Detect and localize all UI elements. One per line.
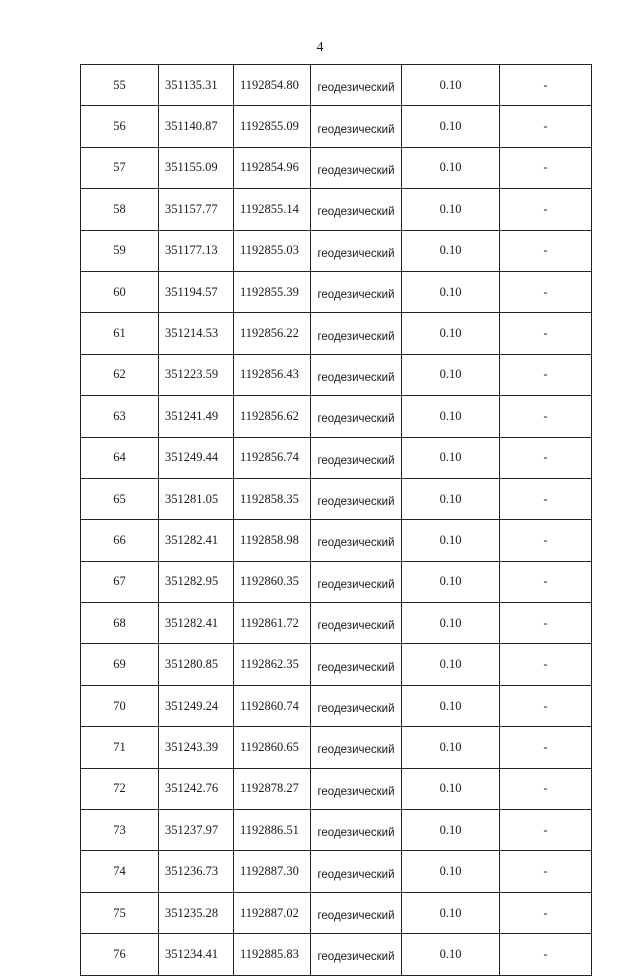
note-cell: - [500, 271, 592, 312]
accuracy-cell: 0.10 [402, 396, 500, 437]
accuracy-cell: 0.10 [402, 478, 500, 519]
method-cell: геодезический [311, 354, 402, 395]
method-cell: геодезический [311, 65, 402, 106]
point-number-cell: 67 [81, 561, 159, 602]
note-cell: - [500, 478, 592, 519]
accuracy-cell: 0.10 [402, 437, 500, 478]
coordinate-x-cell: 1192854.96 [234, 147, 311, 188]
note-cell: - [500, 892, 592, 933]
point-number-cell: 55 [81, 65, 159, 106]
point-number-cell: 63 [81, 396, 159, 437]
point-number-cell: 69 [81, 644, 159, 685]
accuracy-cell: 0.10 [402, 520, 500, 561]
point-number-cell: 76 [81, 934, 159, 975]
accuracy-cell: 0.10 [402, 106, 500, 147]
coordinate-x-cell: 1192856.62 [234, 396, 311, 437]
coordinate-x-cell: 1192856.43 [234, 354, 311, 395]
point-number-cell: 65 [81, 478, 159, 519]
accuracy-cell: 0.10 [402, 892, 500, 933]
coordinates-table-body [81, 65, 592, 976]
note-cell: - [500, 727, 592, 768]
coordinate-x-cell: 1192854.80 [234, 65, 311, 106]
coordinate-y-cell: 351236.73 [159, 851, 234, 892]
table-row [81, 106, 592, 147]
coordinate-y-cell: 351155.09 [159, 147, 234, 188]
coordinate-x-cell: 1192878.27 [234, 768, 311, 809]
coordinate-x-cell: 1192886.51 [234, 810, 311, 851]
method-cell: геодезический [311, 106, 402, 147]
accuracy-cell: 0.10 [402, 644, 500, 685]
coordinate-x-cell: 1192860.35 [234, 561, 311, 602]
coordinate-y-cell: 351241.49 [159, 396, 234, 437]
method-cell: геодезический [311, 892, 402, 933]
coordinate-x-cell: 1192856.74 [234, 437, 311, 478]
table-row [81, 520, 592, 561]
point-number-cell: 73 [81, 810, 159, 851]
method-cell: геодезический [311, 603, 402, 644]
point-number-cell: 56 [81, 106, 159, 147]
note-cell: - [500, 437, 592, 478]
point-number-cell: 60 [81, 271, 159, 312]
coordinate-y-cell: 351157.77 [159, 189, 234, 230]
point-number-cell: 75 [81, 892, 159, 933]
point-number-cell: 57 [81, 147, 159, 188]
table-row [81, 437, 592, 478]
page-number: 4 [316, 40, 324, 55]
method-cell: геодезический [311, 644, 402, 685]
coordinate-x-cell: 1192856.22 [234, 313, 311, 354]
coordinates-table [80, 64, 592, 976]
coordinate-y-cell: 351282.95 [159, 561, 234, 602]
method-cell: геодезический [311, 934, 402, 975]
table-row [81, 768, 592, 809]
accuracy-cell: 0.10 [402, 934, 500, 975]
coordinate-y-cell: 351280.85 [159, 644, 234, 685]
coordinate-x-cell: 1192855.39 [234, 271, 311, 312]
note-cell: - [500, 396, 592, 437]
coordinate-y-cell: 351194.57 [159, 271, 234, 312]
table-row [81, 313, 592, 354]
accuracy-cell: 0.10 [402, 271, 500, 312]
coordinate-x-cell: 1192858.98 [234, 520, 311, 561]
table-row [81, 396, 592, 437]
coordinate-x-cell: 1192855.03 [234, 230, 311, 271]
method-cell: геодезический [311, 810, 402, 851]
coordinate-x-cell: 1192860.74 [234, 685, 311, 726]
accuracy-cell: 0.10 [402, 147, 500, 188]
point-number-cell: 71 [81, 727, 159, 768]
point-number-cell: 74 [81, 851, 159, 892]
table-row [81, 230, 592, 271]
table-row [81, 561, 592, 602]
note-cell: - [500, 65, 592, 106]
accuracy-cell: 0.10 [402, 727, 500, 768]
note-cell: - [500, 520, 592, 561]
accuracy-cell: 0.10 [402, 685, 500, 726]
note-cell: - [500, 147, 592, 188]
coordinate-x-cell: 1192887.02 [234, 892, 311, 933]
coordinate-y-cell: 351237.97 [159, 810, 234, 851]
accuracy-cell: 0.10 [402, 354, 500, 395]
point-number-cell: 72 [81, 768, 159, 809]
note-cell: - [500, 851, 592, 892]
accuracy-cell: 0.10 [402, 313, 500, 354]
table-row [81, 478, 592, 519]
coordinate-y-cell: 351281.05 [159, 478, 234, 519]
note-cell: - [500, 354, 592, 395]
table-row [81, 685, 592, 726]
accuracy-cell: 0.10 [402, 810, 500, 851]
coordinate-y-cell: 351214.53 [159, 313, 234, 354]
point-number-cell: 59 [81, 230, 159, 271]
table-row [81, 354, 592, 395]
note-cell: - [500, 934, 592, 975]
method-cell: геодезический [311, 561, 402, 602]
table-row [81, 644, 592, 685]
coordinate-y-cell: 351234.41 [159, 934, 234, 975]
accuracy-cell: 0.10 [402, 65, 500, 106]
table-row [81, 727, 592, 768]
method-cell: геодезический [311, 396, 402, 437]
note-cell: - [500, 603, 592, 644]
coordinate-x-cell: 1192861.72 [234, 603, 311, 644]
table-row [81, 851, 592, 892]
method-cell: геодезический [311, 478, 402, 519]
method-cell: геодезический [311, 437, 402, 478]
method-cell: геодезический [311, 271, 402, 312]
coordinate-x-cell: 1192860.65 [234, 727, 311, 768]
point-number-cell: 68 [81, 603, 159, 644]
table-row [81, 147, 592, 188]
table-row [81, 189, 592, 230]
coordinate-y-cell: 351140.87 [159, 106, 234, 147]
method-cell: геодезический [311, 727, 402, 768]
method-cell: геодезический [311, 851, 402, 892]
note-cell: - [500, 313, 592, 354]
note-cell: - [500, 768, 592, 809]
accuracy-cell: 0.10 [402, 230, 500, 271]
note-cell: - [500, 685, 592, 726]
point-number-cell: 66 [81, 520, 159, 561]
coordinate-y-cell: 351135.31 [159, 65, 234, 106]
coordinate-y-cell: 351235.28 [159, 892, 234, 933]
note-cell: - [500, 810, 592, 851]
note-cell: - [500, 561, 592, 602]
coordinate-x-cell: 1192862.35 [234, 644, 311, 685]
coordinate-x-cell: 1192855.09 [234, 106, 311, 147]
coordinate-y-cell: 351282.41 [159, 603, 234, 644]
point-number-cell: 70 [81, 685, 159, 726]
point-number-cell: 64 [81, 437, 159, 478]
coordinate-y-cell: 351249.44 [159, 437, 234, 478]
coordinate-y-cell: 351249.24 [159, 685, 234, 726]
coordinate-x-cell: 1192855.14 [234, 189, 311, 230]
point-number-cell: 58 [81, 189, 159, 230]
coordinate-y-cell: 351177.13 [159, 230, 234, 271]
accuracy-cell: 0.10 [402, 768, 500, 809]
point-number-cell: 62 [81, 354, 159, 395]
coordinate-y-cell: 351242.76 [159, 768, 234, 809]
method-cell: геодезический [311, 685, 402, 726]
coordinate-x-cell: 1192885.83 [234, 934, 311, 975]
coordinate-y-cell: 351223.59 [159, 354, 234, 395]
method-cell: геодезический [311, 313, 402, 354]
table-row [81, 892, 592, 933]
note-cell: - [500, 189, 592, 230]
method-cell: геодезический [311, 520, 402, 561]
method-cell: геодезический [311, 189, 402, 230]
table-row [81, 934, 592, 975]
method-cell: геодезический [311, 230, 402, 271]
table-row [81, 65, 592, 106]
point-number-cell: 61 [81, 313, 159, 354]
note-cell: - [500, 230, 592, 271]
coordinate-x-cell: 1192887.30 [234, 851, 311, 892]
coordinate-y-cell: 351243.39 [159, 727, 234, 768]
table-row [81, 603, 592, 644]
coordinate-y-cell: 351282.41 [159, 520, 234, 561]
accuracy-cell: 0.10 [402, 603, 500, 644]
table-row [81, 271, 592, 312]
note-cell: - [500, 644, 592, 685]
coordinate-x-cell: 1192858.35 [234, 478, 311, 519]
method-cell: геодезический [311, 768, 402, 809]
table-row [81, 810, 592, 851]
accuracy-cell: 0.10 [402, 561, 500, 602]
accuracy-cell: 0.10 [402, 851, 500, 892]
note-cell: - [500, 106, 592, 147]
accuracy-cell: 0.10 [402, 189, 500, 230]
method-cell: геодезический [311, 147, 402, 188]
